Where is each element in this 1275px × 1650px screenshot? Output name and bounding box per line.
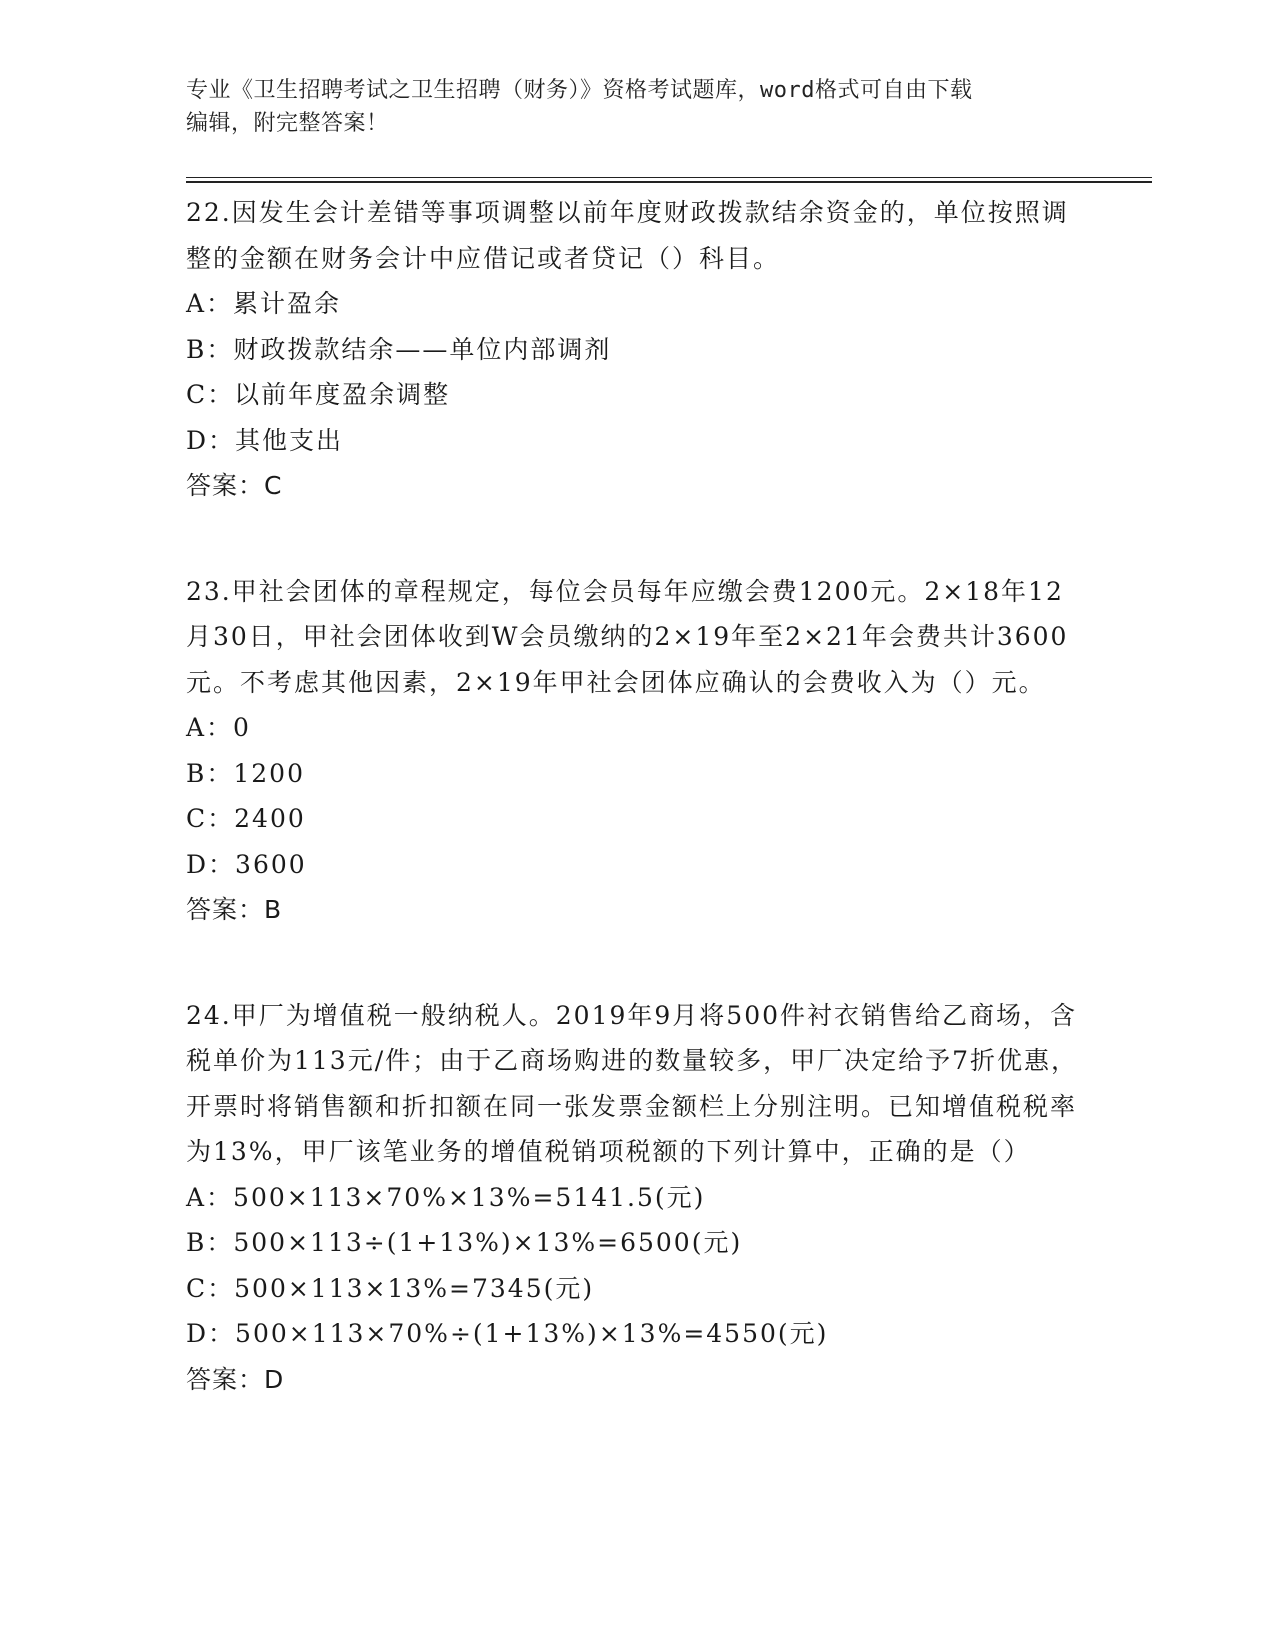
option-d: D：500×113×70%÷(1+13%)×13%=4550(元) [186,1319,829,1348]
option-b: B：财政拨款结余——单位内部调剂 [186,334,612,364]
header-line-2: 编辑，附完整答案！ [186,111,389,136]
option-b: B：500×113÷(1+13%)×13%=6500(元) [186,1228,743,1257]
header-divider-thick [186,181,1152,183]
question-24 [186,993,1086,1403]
option-d: D：3600 [186,849,307,879]
option-c: C：2400 [186,804,306,833]
question-22 [186,190,1086,509]
option-a: A：累计盈余 [186,289,342,318]
question-23 [186,569,1086,933]
answer-line: 答案：D [186,1364,285,1394]
document-header [186,74,1066,140]
option-c: C：以前年度盈余调整 [186,380,451,409]
option-b: B：1200 [186,758,305,788]
question-stem: 24.甲厂为增值税一般纳税人。2019年9月将500件衬衣销售给乙商场，含税单价为113元/件；由于乙商场购进的数量较多，甲厂决定给予7折优惠，开票时将销售额和折扣额在同一张发票金额栏上分别注明。已知增值税税率为13%，甲厂该笔业务的增值税销项税额的下列计算中，正确的是（） [186,1000,1079,1166]
option-d: D：其他支出 [186,425,344,455]
question-stem: 23.甲社会团体的章程规定，每位会员每年应缴会费1200元。2×18年12月30日，甲社会团体收到W会员缴纳的2×19年至2×21年会费共计3600元。不考虑其他因素，2×19年甲社会团体应确认的会费收入为（）元。 [186,576,1069,697]
answer-line: 答案：B [186,895,283,924]
header-divider-thin [186,177,1152,178]
question-list [186,190,1086,1462]
answer-line: 答案：C [186,471,283,500]
option-c: C：500×113×13%=7345(元) [186,1273,595,1303]
question-stem: 22.因发生会计差错等事项调整以前年度财政拨款结余资金的，单位按照调整的金额在财务会计中应借记或者贷记（）科目。 [186,198,1069,273]
header-line-1: 专业《卫生招聘考试之卫生招聘（财务）》资格考试题库，word格式可自由下载 [186,78,973,103]
option-a: A：0 [186,713,251,742]
option-a: A：500×113×70%×13%=5141.5(元) [186,1182,706,1212]
